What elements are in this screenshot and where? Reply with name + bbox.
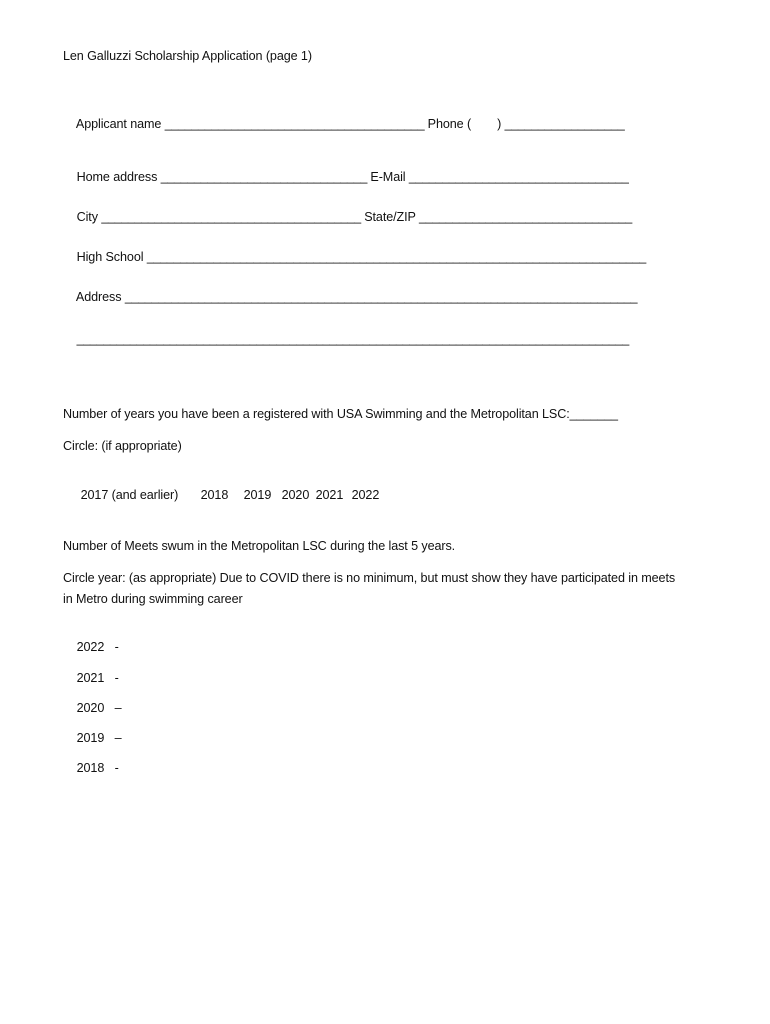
meet-year[interactable]: 2020: [76, 701, 105, 715]
registration-circle-instruction: Circle: (if appropriate): [63, 439, 182, 453]
address-row: [63, 273, 637, 321]
meet-year[interactable]: 2018: [76, 761, 105, 775]
meet-year[interactable]: 2021: [76, 671, 105, 685]
city-field[interactable]: _______________________________________: [101, 210, 361, 224]
meet-year-dash: -: [114, 671, 119, 685]
registration-year-option[interactable]: 2021: [315, 488, 344, 502]
meet-year-dash: -: [114, 640, 119, 654]
registration-year-option[interactable]: 2017 (and earlier): [80, 488, 179, 502]
high-school-label: High School: [76, 250, 144, 264]
home-address-field[interactable]: _______________________________: [160, 170, 367, 184]
state-zip-field[interactable]: ________________________________: [419, 210, 632, 224]
address-label: Address: [75, 290, 122, 304]
high-school-field[interactable]: ___________________________________________________________________________: [146, 250, 646, 264]
email-field[interactable]: _________________________________: [408, 170, 629, 184]
registration-year-option[interactable]: 2018: [200, 488, 229, 502]
address-line2-field[interactable]: ___________________________________________________________________________________: [76, 332, 629, 346]
address-line2-row: [63, 315, 629, 363]
meet-year-dash: –: [114, 701, 122, 715]
applicant-name-field[interactable]: _______________________________________: [164, 117, 425, 131]
meet-year-row: [63, 744, 119, 792]
phone-field[interactable]: __________________: [504, 117, 625, 131]
registration-question: Number of years you have been a registered with USA Swimming and the Metropolitan LSC:_______: [63, 407, 618, 421]
registration-years-row: [67, 471, 388, 519]
registration-year-option[interactable]: 2019: [243, 488, 272, 502]
state-zip-label: State/ZIP: [364, 210, 416, 224]
city-label: City: [76, 210, 98, 224]
applicant-name-label: Applicant name: [75, 117, 162, 131]
meet-year[interactable]: 2022: [76, 640, 105, 654]
registration-year-option[interactable]: 2020: [281, 488, 310, 502]
home-address-label: Home address: [76, 170, 158, 184]
registration-year-option[interactable]: 2022: [351, 488, 380, 502]
applicant-phone-row: [63, 100, 624, 148]
meets-instruction-line2: in Metro during swimming career: [63, 592, 243, 606]
meets-question: Number of Meets swum in the Metropolitan LSC during the last 5 years.: [63, 539, 456, 553]
meet-year-dash: –: [114, 731, 122, 745]
meet-year[interactable]: 2019: [76, 731, 105, 745]
meet-year-dash: -: [114, 761, 119, 775]
email-label: E-Mail: [370, 170, 406, 184]
address-field[interactable]: _____________________________________________________________________________: [124, 290, 638, 304]
phone-paren-close: ): [497, 117, 502, 131]
meets-instruction-line1: Circle year: (as appropriate) Due to COVID there is no minimum, but must show they have participated in meets: [63, 571, 676, 585]
page-title: Len Galluzzi Scholarship Application (page 1): [63, 49, 312, 63]
phone-label: Phone (: [427, 117, 472, 131]
